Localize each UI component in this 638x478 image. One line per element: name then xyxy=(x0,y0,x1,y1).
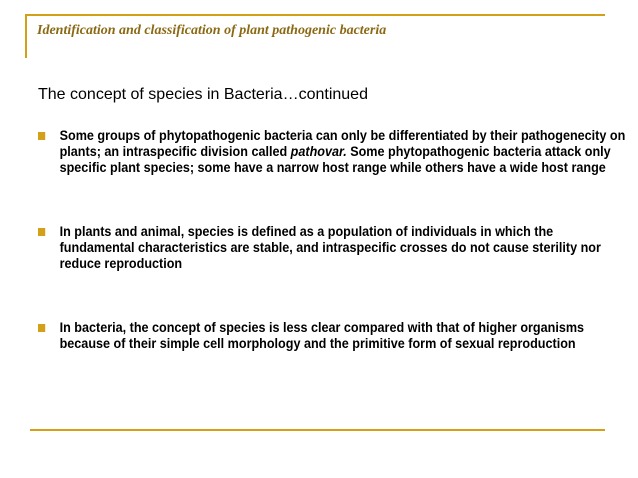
bullet-item-bacteria-species xyxy=(38,319,627,351)
bullet-text: In plants and animal, species is defined as a population of individuals in which the fundamental characteristics are stable, and intraspecific crosses do not cause sterility nor reduce reproduction xyxy=(59,223,601,271)
square-bullet-icon xyxy=(38,132,45,140)
left-accent-bar xyxy=(25,14,27,58)
slide-subtitle: The concept of species in Bacteria…continued xyxy=(38,86,368,103)
bullet-term-pathovar: pathovar. xyxy=(290,143,347,159)
header-title: Identification and classification of plant pathogenic bacteria xyxy=(37,23,387,38)
bullet-list xyxy=(38,127,626,351)
bullet-text: In bacteria, the concept of species is less clear compared with that of higher organisms because of their simple cell morphology and the primitive form of sexual reproduction xyxy=(59,319,585,351)
bullet-text-after: Some phytopathogenic bacteria attack only specific plant species; some have a narrow host range while others have a wide host range xyxy=(59,143,611,175)
square-bullet-icon xyxy=(38,324,45,332)
bottom-divider xyxy=(30,429,605,431)
bullet-text-before: Some groups of phytopathogenic bacteria can only be differentiated by their pathogenecity on plants; an intraspecific division called xyxy=(59,127,626,159)
bullet-item-species-definition xyxy=(38,223,627,271)
square-bullet-icon xyxy=(38,228,45,236)
bullet-item-pathovar xyxy=(38,127,627,175)
top-divider xyxy=(25,14,605,16)
